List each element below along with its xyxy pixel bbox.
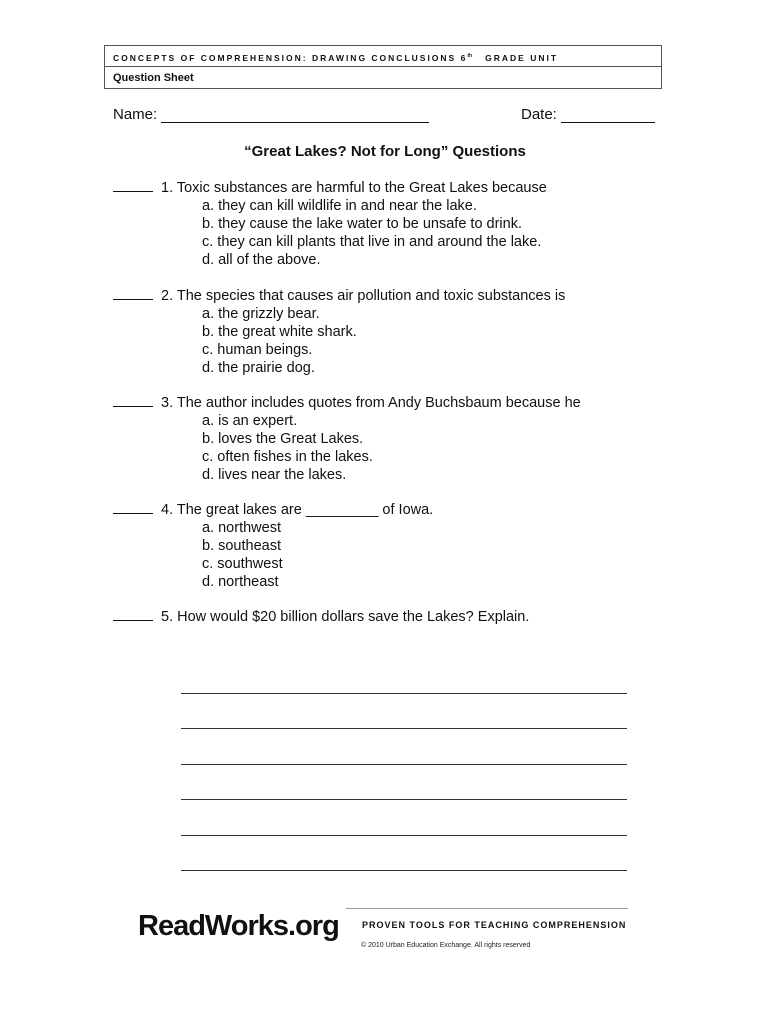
option-list	[113, 197, 547, 269]
option-b: b. southeast	[202, 538, 281, 554]
answer-line[interactable]	[181, 694, 627, 730]
name-label: Name:	[113, 106, 158, 123]
answer-blank[interactable]	[113, 286, 153, 300]
option-b: b. loves the Great Lakes.	[202, 431, 364, 447]
option-list	[113, 412, 581, 484]
option-c: c. human beings.	[202, 342, 313, 358]
question-3	[113, 393, 581, 484]
option-b: b. they cause the lake water to be unsafe to drink.	[202, 216, 522, 232]
option-b: b. the great white shark.	[202, 324, 357, 340]
answer-blank[interactable]	[113, 393, 153, 407]
footer-divider	[346, 908, 628, 909]
unit-title	[105, 46, 661, 67]
option-d: d. northeast	[202, 574, 279, 590]
written-answer-area[interactable]	[181, 658, 627, 871]
name-field	[113, 106, 429, 123]
unit-title-suffix: GRADE UNIT	[485, 53, 559, 63]
answer-line[interactable]	[181, 729, 627, 765]
option-a: a. is an expert.	[202, 413, 298, 429]
option-c: c. they can kill plants that live in and around the lake.	[202, 234, 542, 250]
date-label: Date:	[521, 106, 557, 123]
question-prompt: 3. The author includes quotes from Andy Buchsbaum because he	[161, 395, 581, 411]
copyright-notice: © 2010 Urban Education Exchange. All rights reserved	[361, 942, 531, 949]
option-c: c. southwest	[202, 556, 283, 572]
question-prompt: 2. The species that causes air pollution and toxic substances is	[161, 288, 566, 304]
date-field	[521, 106, 655, 123]
answer-line[interactable]	[181, 765, 627, 801]
name-blank[interactable]	[161, 107, 429, 123]
unit-title-sup: th	[467, 53, 473, 59]
answer-blank[interactable]	[113, 500, 153, 514]
option-d: d. the prairie dog.	[202, 360, 315, 376]
answer-blank[interactable]	[113, 178, 153, 192]
option-list	[113, 519, 433, 591]
option-list	[113, 305, 565, 377]
question-5	[113, 607, 529, 626]
question-2	[113, 286, 565, 377]
answer-line[interactable]	[181, 658, 627, 694]
question-4	[113, 500, 433, 591]
sheet-label: Question Sheet	[113, 72, 194, 84]
question-1	[113, 178, 547, 269]
readworks-logo: ReadWorks.org	[138, 910, 339, 942]
unit-title-prefix: CONCEPTS OF COMPREHENSION: DRAWING CONCLUSIONS 6	[113, 53, 468, 63]
question-prompt: 4. The great lakes are _________ of Iowa.	[161, 502, 434, 518]
option-d: d. all of the above.	[202, 252, 321, 268]
question-prompt: 5. How would $20 billion dollars save the Lakes? Explain.	[161, 609, 530, 625]
answer-blank[interactable]	[113, 607, 153, 621]
option-a: a. northwest	[202, 520, 281, 536]
option-a: a. the grizzly bear.	[202, 306, 320, 322]
header-box	[104, 45, 662, 89]
date-blank[interactable]	[561, 107, 655, 123]
answer-line[interactable]	[181, 800, 627, 836]
option-a: a. they can kill wildlife in and near the lake.	[202, 198, 477, 214]
option-c: c. often fishes in the lakes.	[202, 449, 373, 465]
option-d: d. lives near the lakes.	[202, 467, 347, 483]
question-prompt: 1. Toxic substances are harmful to the Great Lakes because	[161, 180, 547, 196]
footer-tagline: PROVEN TOOLS FOR TEACHING COMPREHENSION	[362, 920, 627, 930]
answer-line[interactable]	[181, 836, 627, 872]
page-title: “Great Lakes? Not for Long” Questions	[244, 143, 526, 160]
